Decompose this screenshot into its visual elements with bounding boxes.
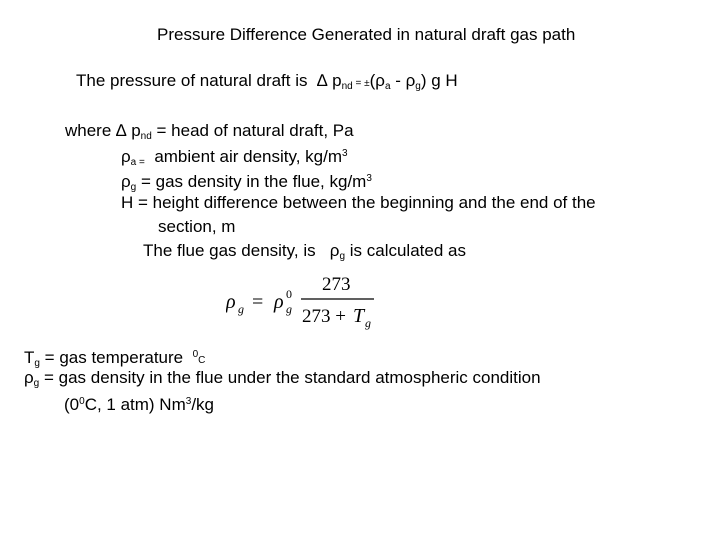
rho-g-subscript: g	[339, 251, 346, 262]
close-gh: ) g H	[420, 71, 458, 90]
equals-plus-minus: = ±	[352, 78, 370, 89]
natural-draft-equation	[76, 71, 458, 97]
flue-gas-density-text: The flue gas density, is	[143, 241, 316, 260]
formula-rho-zero: ρ	[274, 291, 284, 313]
density-formula	[226, 272, 386, 334]
p-subscript: nd	[140, 131, 152, 142]
condition-open: (0	[64, 395, 80, 414]
formula-rho: ρ	[226, 291, 236, 313]
formula-equals: =	[252, 291, 264, 313]
delta-symbol: ∆	[316, 71, 328, 90]
flue-gas-density-line	[143, 241, 466, 267]
p-subscript: nd	[341, 81, 353, 92]
cubed-exponent: 3	[342, 148, 348, 159]
rho-g-subscript: g	[415, 81, 421, 92]
where-label: where	[65, 121, 112, 140]
formula-T-sub: g	[365, 316, 371, 330]
celsius-unit: C	[198, 355, 206, 366]
rho-symbol: ρ	[121, 147, 131, 166]
p-symbol: p	[131, 121, 141, 140]
density-formula-graphic	[226, 272, 386, 334]
condition-mid: C, 1 atm) Nm	[84, 395, 186, 414]
cubed-exponent: 3	[185, 396, 192, 407]
formula-zero-sup: 0	[286, 287, 292, 301]
formula-g-sub: g	[238, 302, 244, 316]
rho-a-definition-text: ambient air density, kg/m	[154, 147, 343, 166]
pnd-definition-text: = head of natural draft, Pa	[151, 121, 354, 140]
rho-g-standard-text: = gas density in the flue under the standard atmospheric condition	[39, 368, 541, 387]
h-definition-line1: H = height difference between the beginning and the end of the	[121, 193, 596, 212]
flue-gas-density-tail: is calculated as	[345, 241, 466, 260]
p-symbol: p	[332, 71, 342, 90]
rho-g-definition-text: = gas density in the flue, kg/m	[136, 172, 367, 191]
rho-a-subscript: a	[384, 81, 391, 92]
cubed-exponent: 3	[366, 173, 372, 184]
degree-superscript: 0	[79, 396, 85, 407]
rho-g-subscript: g	[130, 182, 137, 193]
formula-T: T	[353, 305, 365, 327]
formula-numerator: 273	[322, 274, 351, 295]
condition-end: /kg	[191, 395, 214, 414]
rho-g-subscript: g	[33, 378, 40, 389]
T-subscript: g	[34, 358, 40, 369]
equation-intro-text: The pressure of natural draft is	[76, 71, 308, 90]
standard-condition-line	[64, 392, 214, 415]
h-definition-line2: section, m	[158, 217, 236, 236]
T-symbol: T	[24, 348, 35, 367]
rho-symbol: ρ	[121, 172, 131, 191]
formula-denominator-constant: 273 +	[302, 306, 346, 327]
rho-symbol: ρ	[24, 368, 34, 387]
degree-superscript: 0	[192, 349, 199, 360]
rho-symbol: ρ	[329, 241, 340, 260]
tg-definition-text: = gas temperature	[39, 348, 184, 367]
open-rho: (ρ	[369, 71, 385, 90]
minus-rho: - ρ	[390, 71, 416, 90]
rho-a-subscript: a =	[130, 157, 145, 168]
formula-g-sub: g	[286, 302, 292, 316]
slide-title: Pressure Difference Generated in natural draft gas path	[157, 25, 576, 44]
delta-symbol: ∆	[116, 121, 127, 140]
rho-g-standard-definition	[24, 368, 541, 394]
